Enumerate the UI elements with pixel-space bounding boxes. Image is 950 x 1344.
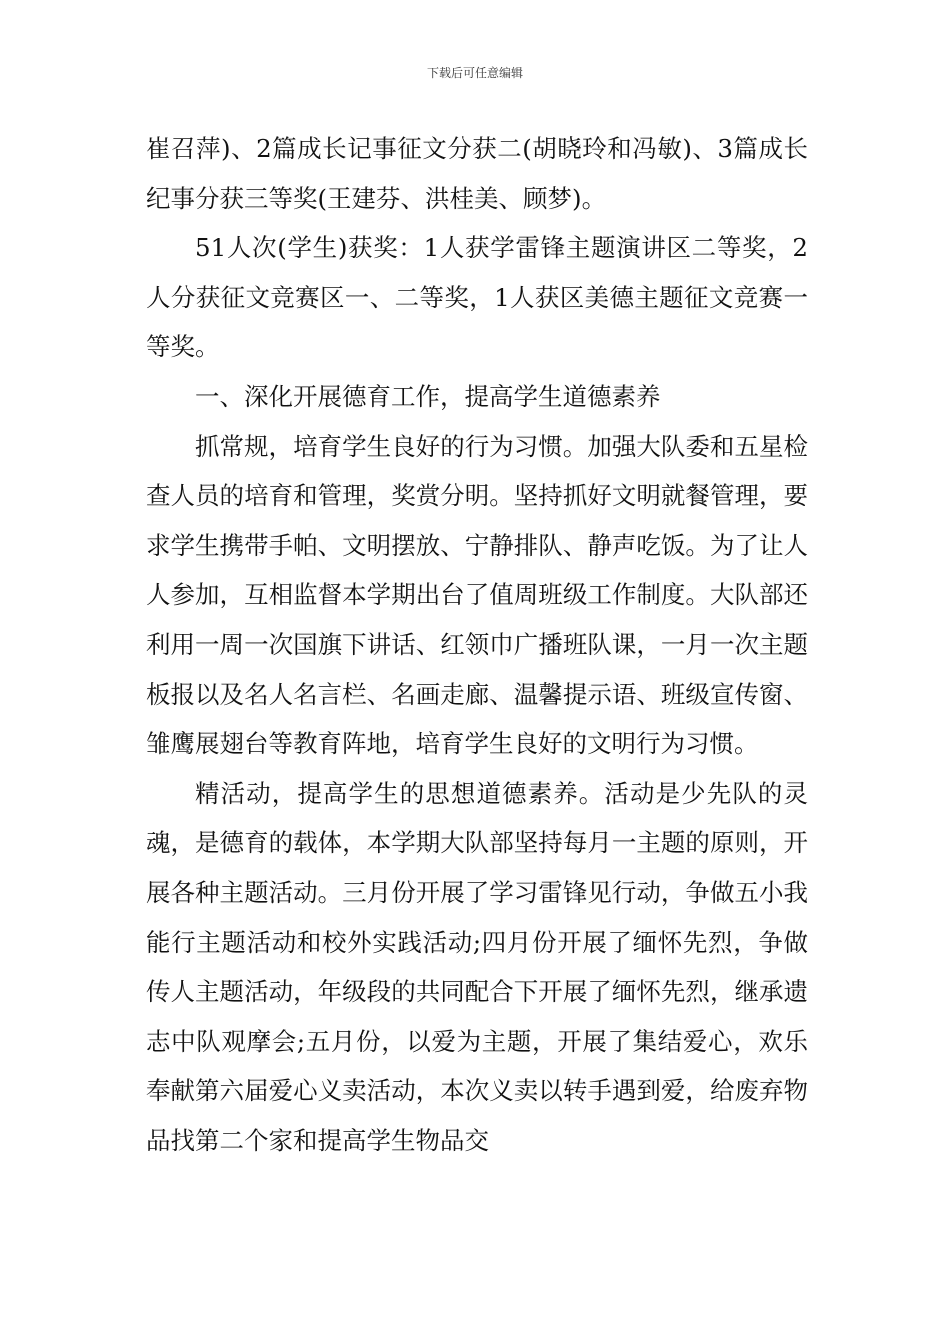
document-body	[146, 124, 808, 1165]
paragraph-awards-continued: 崔召萍)、2篇成长记事征文分获二(胡晓玲和冯敏)、3篇成长纪事分获三等奖(王建芬、洪桂美、顾梦)。	[146, 134, 808, 213]
paragraph-routine: 抓常规，培育学生良好的行为习惯。加强大队委和五星检查人员的培育和管理，奖赏分明。坚持抓好文明就餐管理，要求学生携带手帕、文明摆放、宁静排队、静声吃饭。为了让人人参加，互相监督本学期出台了值周班级工作制度。大队部还利用一周一次国旗下讲话、红领巾广播班队课，一月一次主题板报以及名人名言栏、名画走廊、温馨提示语、班级宣传窗、雏鹰展翅台等教育阵地，培育学生良好的文明行为习惯。	[146, 431, 808, 759]
paragraph-student-awards: 51人次(学生)获奖：1人获学雷锋主题演讲区二等奖，2人分获征文竞赛区一、二等奖，1人获区美德主题征文竞赛一等奖。	[146, 233, 808, 362]
paragraph-activities: 精活动，提高学生的思想道德素养。活动是少先队的灵魂，是德育的载体，本学期大队部坚持每月一主题的原则，开展各种主题活动。三月份开展了学习雷锋见行动，争做五小我能行主题活动和校外实践活动;四月份开展了缅怀先烈，争做传人主题活动，年级段的共同配合下开展了缅怀先烈，继承遗志中队观摩会;五月份，以爱为主题，开展了集结爱心，欢乐奉献第六届爱心义卖活动，本次义卖以转手遇到爱，给废弃物品找第二个家和提高学生物品交	[146, 778, 808, 1155]
page-header-note: 下载后可任意编辑	[426, 66, 523, 80]
section-heading: 一、深化开展德育工作，提高学生道德素养	[195, 381, 661, 411]
